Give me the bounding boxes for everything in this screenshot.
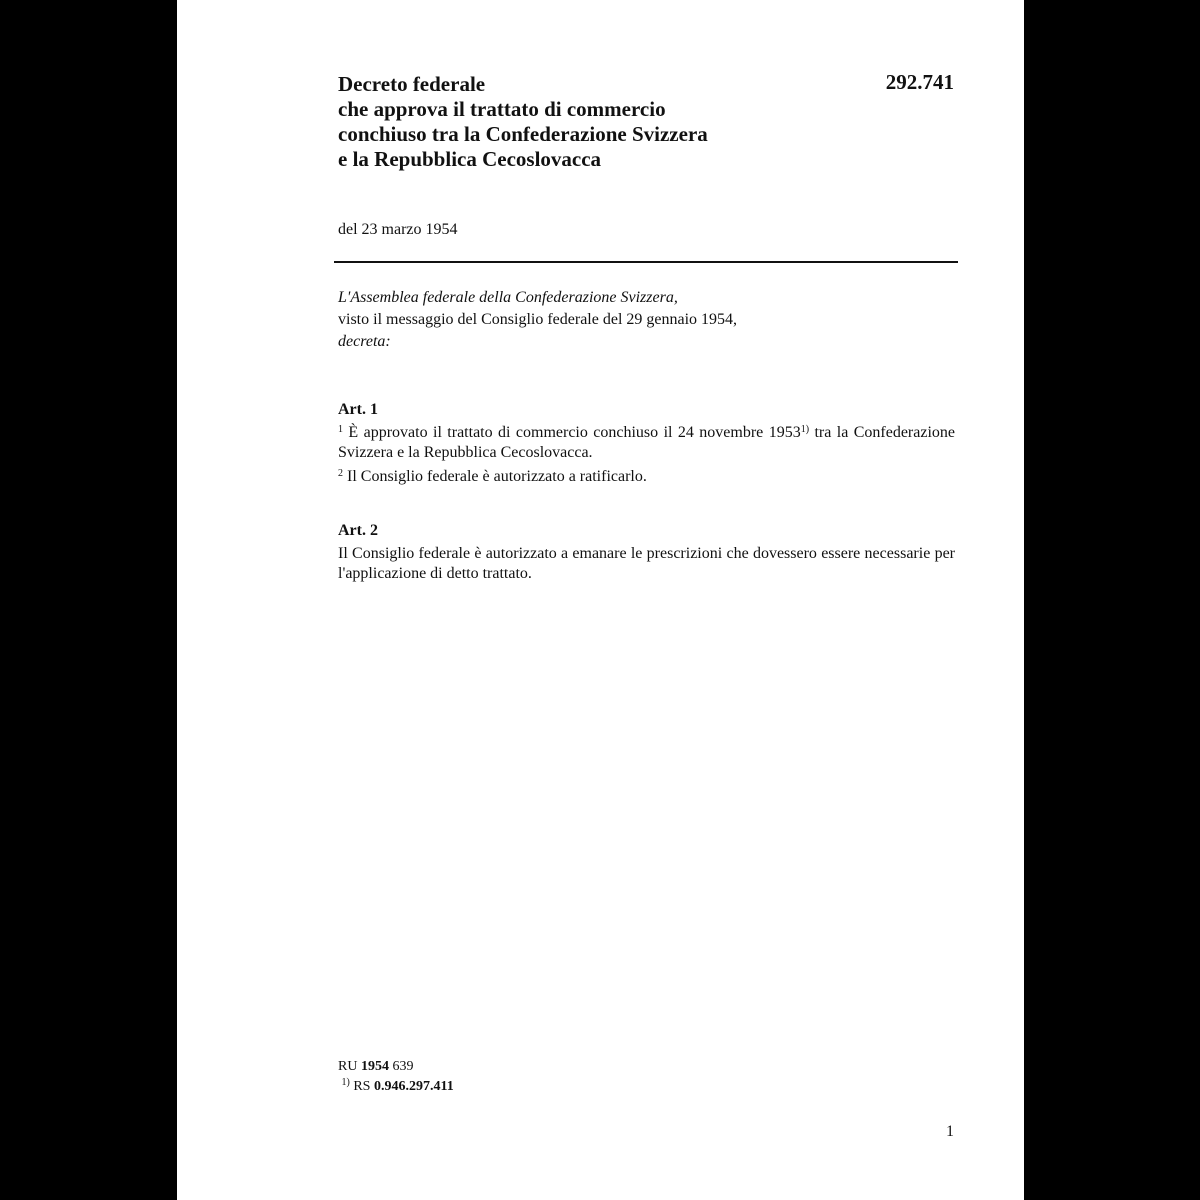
preamble-authority: L'Assemblea federale della Confederazione Svizzera, [338,289,678,306]
paragraph-number: 2 [338,468,343,479]
preamble [338,287,958,353]
document-title [338,72,818,172]
ru-page: 639 [392,1059,414,1074]
article-1 [338,399,955,491]
sr-number: 292.741 [885,70,954,94]
title-line-4: e la Repubblica Cecoslovacca [338,147,602,171]
document-page [177,0,1024,1200]
paragraph-number: 1 [338,424,343,435]
rs-prefix: RS [353,1079,371,1094]
horizontal-rule [334,261,958,263]
article-heading: Art. 1 [338,401,378,418]
paragraph-text: Il Consiglio federale è autorizzato a ratificarlo. [343,468,647,485]
ru-prefix: RU [338,1059,358,1074]
ru-reference [338,1057,454,1077]
preamble-decrees: decreta: [338,333,391,350]
article-2 [338,520,955,588]
article-1-paragraph-1 [338,423,955,463]
rs-number: 0.946.297.411 [373,1079,454,1094]
document-date: del 23 marzo 1954 [338,221,458,238]
paragraph-text: È approvato il trattato di commercio conchiuso il 24 novembre 1953 [343,424,801,441]
page-number: 1 [946,1123,954,1140]
paragraph-text-continued: tra la Confederazione Svizzera e la Repubblica Cecoslovacca. [338,424,956,461]
footnotes [338,1057,454,1097]
footnote-marker: 1) [341,1077,350,1088]
preamble-considering: visto il messaggio del Consiglio federale del 29 gennaio 1954, [338,311,738,328]
title-line-2: che approva il trattato di commercio [338,97,666,121]
article-1-paragraph-2 [338,467,955,487]
article-heading: Art. 2 [338,522,378,539]
article-2-paragraph: Il Consiglio federale è autorizzato a emanare le prescrizioni che dovessero essere necessarie per l'applicazione di detto trattato. [338,545,955,582]
footnote-1 [338,1077,454,1097]
title-line-3: conchiuso tra la Confederazione Svizzera [338,122,708,146]
title-line-1: Decreto federale [338,72,486,96]
ru-year: 1954 [360,1059,389,1074]
footnote-reference[interactable]: 1) [800,424,810,435]
